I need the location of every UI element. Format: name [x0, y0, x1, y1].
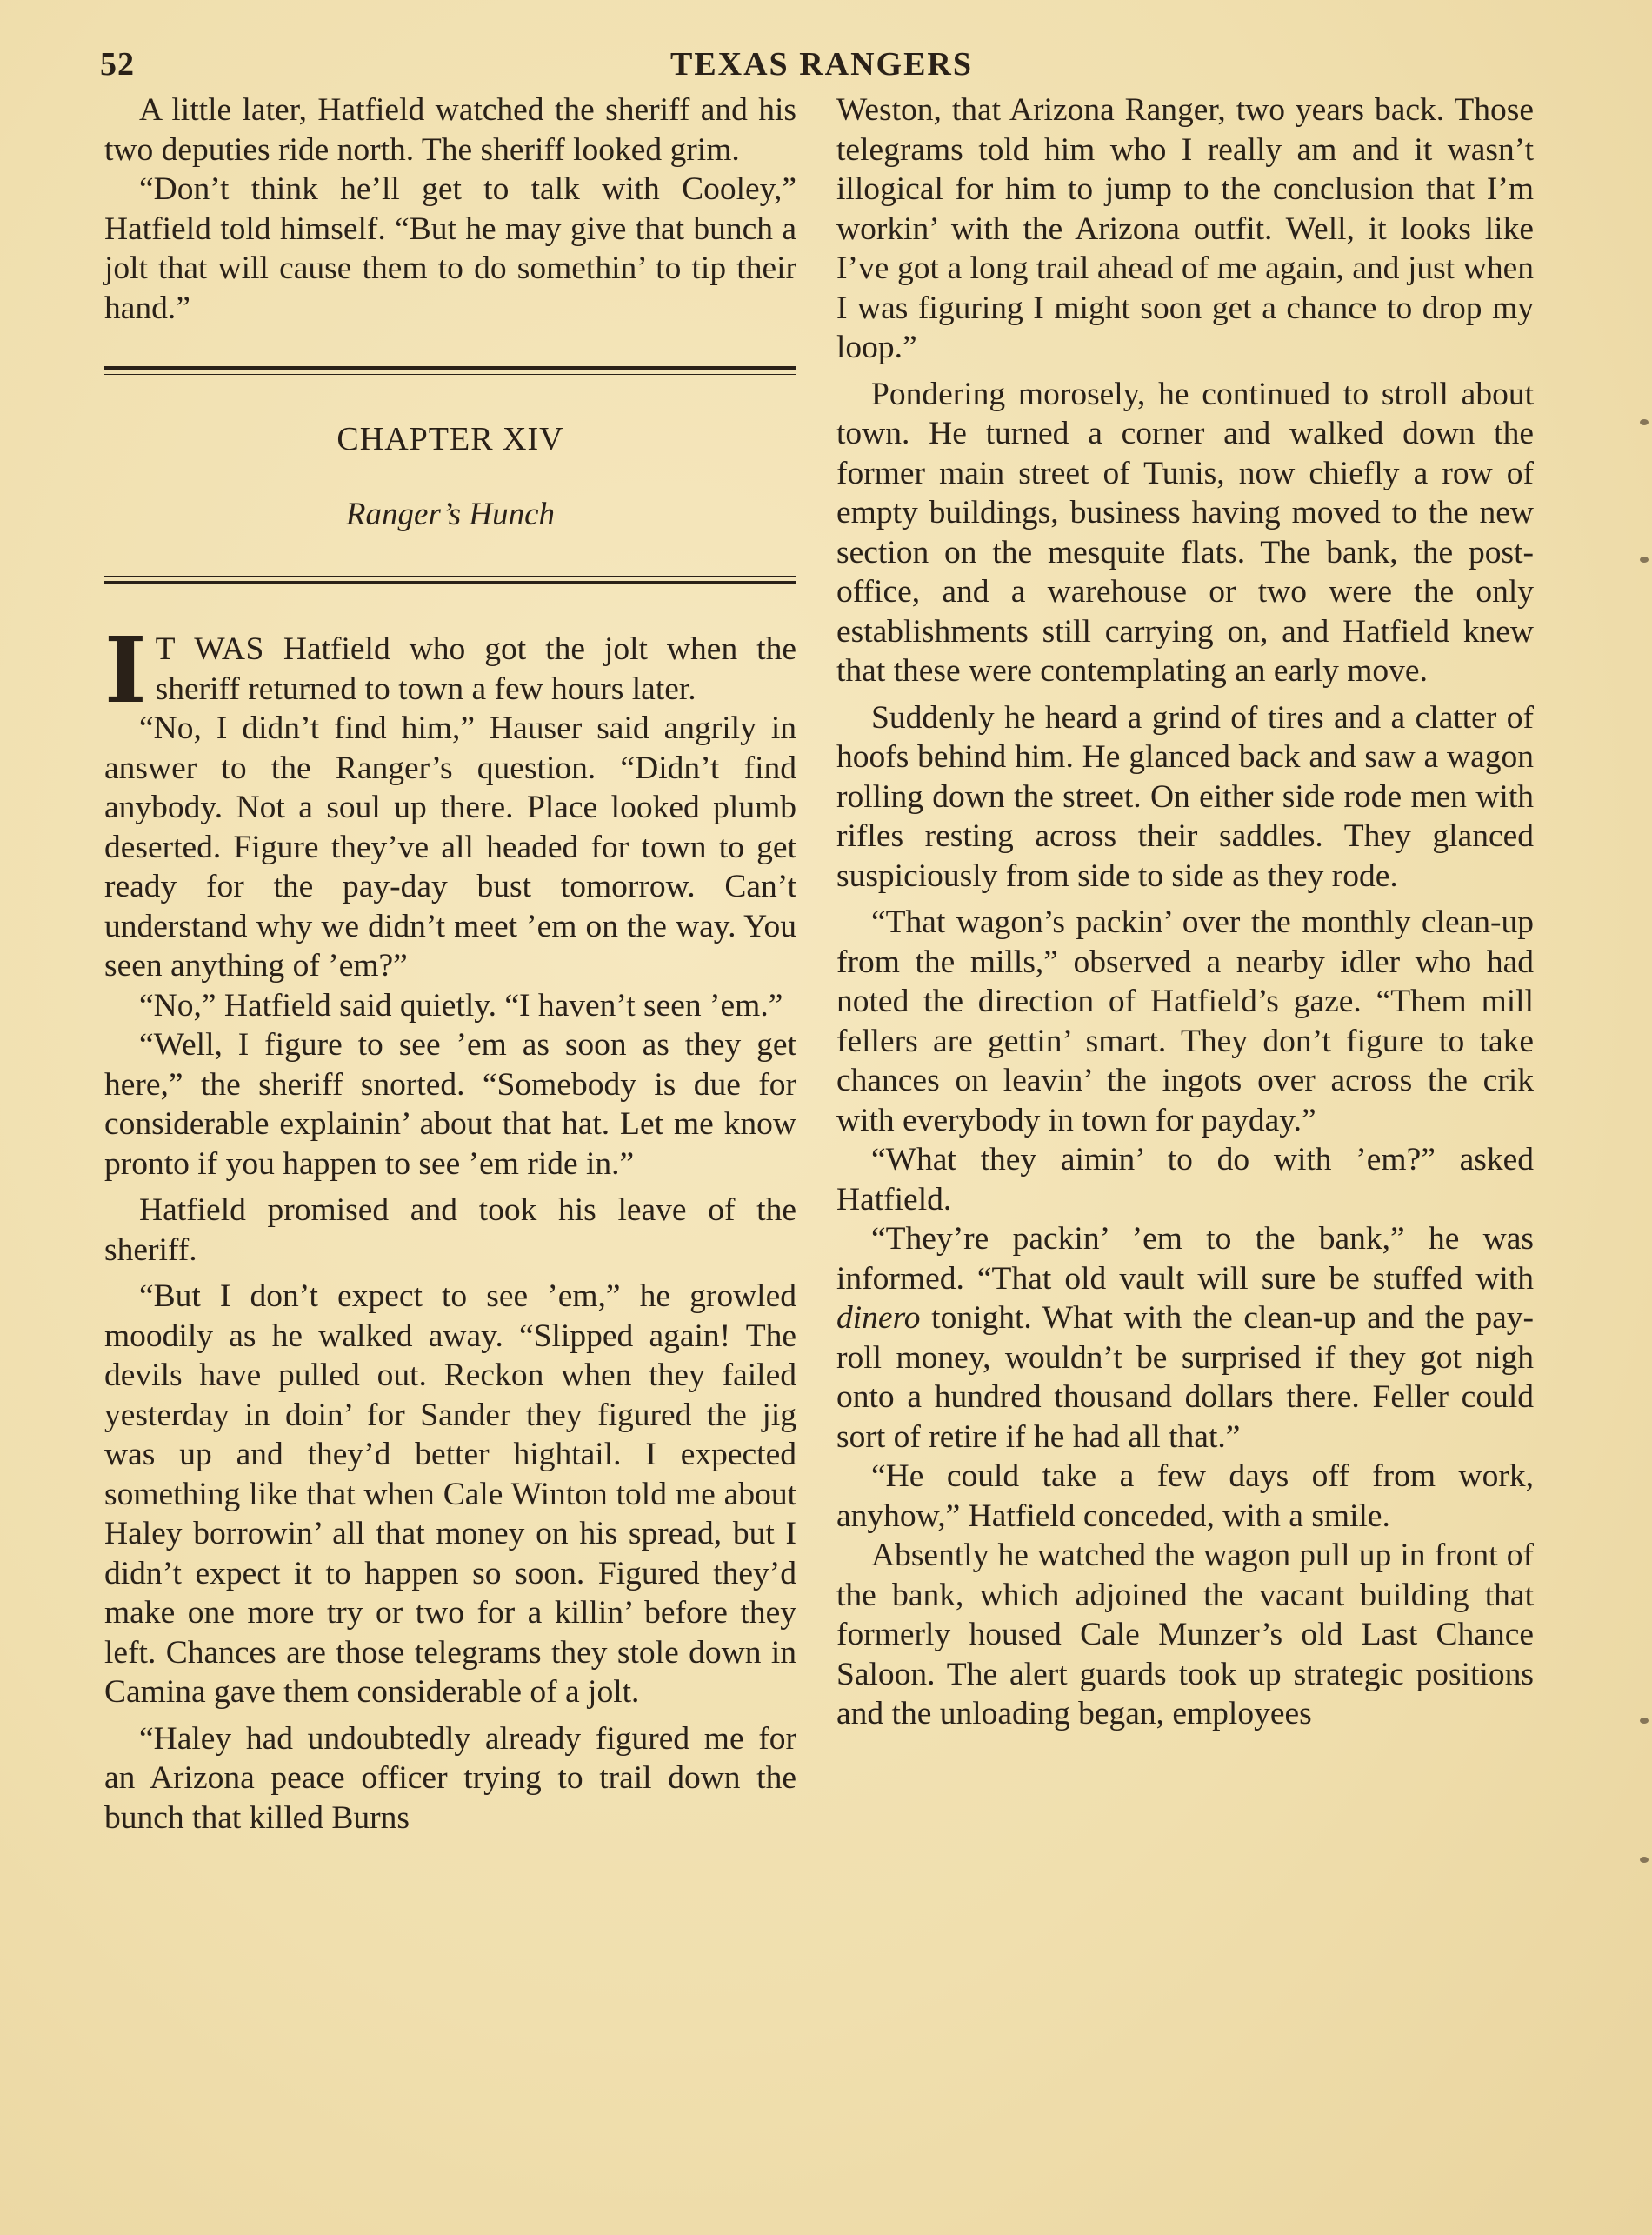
- paragraph: Pondering morosely, he continued to stroll about town. He turned a corner and walked down the former main street of Tunis, now chiefly a row of empty buildings, business having moved to the new section on the mesquite flats. The bank, the post-office, and a warehouse or two were the only establishments still carrying on, and Hatfield knew that these were contemplating an early move.: [836, 376, 1534, 689]
- opening-lead: T WAS: [155, 631, 264, 667]
- drop-cap: I: [104, 617, 147, 724]
- paragraph: “Well, I figure to see ’em as soon as they get here,” the sheriff snorted. “Somebody is due for considerable explainin’ about that hat. Let me know pronto if you happen to see ’em ride in.”: [104, 1027, 796, 1182]
- right-column: [836, 90, 1534, 1734]
- paragraph: “No, I didn’t find him,” Hauser said angrily in answer to the Ranger’s question. “Didn’t find anybody. Not a soul up there. Place looked plumb deserted. Figure they’ve all headed for town to get ready for the pay-day bust tomorrow. Can’t understand why we didn’t meet ’em on the way. You seen anything of ’em?”: [104, 711, 796, 984]
- bank-text-after: tonight. What with the clean-up and the pay-roll money, wouldn’t be surprised if they got nigh onto a hundred thousand dollars there. Feller could sort of retire if he had all that.”: [836, 1300, 1534, 1455]
- opening-paragraph: [104, 617, 796, 724]
- page-header: [100, 45, 1543, 89]
- paragraph: Hatfield promised and took his leave of the sheriff.: [104, 1192, 796, 1268]
- opening-text: Hatfield who got the jolt when the sheriff returned to town a few hours later.: [155, 631, 796, 707]
- bank-text-before: “They’re packin’ ’em to the bank,” he was informed. “That old vault will sure be stuffed with: [836, 1221, 1534, 1297]
- staple-hole-mark: [1640, 557, 1649, 563]
- paragraph: “Haley had undoubtedly already figured me for an Arizona peace officer trying to trail down the bunch that killed Burns: [104, 1720, 796, 1836]
- divider-bottom: [104, 576, 796, 584]
- chapter-subtitle: Ranger’s Hunch: [345, 496, 556, 532]
- paragraph: Absently he watched the wagon pull up in front of the bank, which adjoined the vacant building that formerly housed Cale Munzer’s old Last Chance Saloon. The alert guards took up strategic positions and the unloading began, employees: [836, 1538, 1534, 1731]
- paragraph: “Don’t think he’ll get to talk with Cooley,” Hatfield told himself. “But he may give that bunch a jolt that will cause them to do somethin’ to tip their hand.”: [104, 171, 796, 326]
- paragraph: “That wagon’s packin’ over the monthly clean-up from the mills,” observed a nearby idler who had noted the direction of Hatfield’s gaze. “Them mill fellers are gettin’ smart. They don’t figure to take chances on leavin’ the ingots over across the crik with everybody in town for payday.”: [836, 904, 1534, 1138]
- continuation-paragraph: Weston, that Arizona Ranger, two years back. Those telegrams told him who I really am and it wasn’t illogical for him to jump to the conclusion that I’m workin’ with the Arizona outfit. Well, it looks like I’ve got a long trail ahead of me again, and just when I was figuring I might soon get a chance to drop my loop.”: [836, 92, 1534, 365]
- running-title: TEXAS RANGERS: [669, 46, 974, 83]
- staple-hole-mark: [1640, 1857, 1649, 1863]
- chapter-title: CHAPTER XIV: [336, 421, 564, 457]
- paragraph: “He could take a few days off from work, anyhow,” Hatfield conceded, with a smile.: [836, 1458, 1534, 1534]
- divider-top: [104, 366, 796, 375]
- paragraph: “What they aimin’ to do with ’em?” asked Hatfield.: [836, 1142, 1534, 1218]
- paragraph: Suddenly he heard a grind of tires and a clatter of hoofs behind him. He glanced back and saw a wagon rolling down the street. On either side rode men with rifles resting across their saddles. They glanced suspiciously from side to side as they rode.: [836, 699, 1534, 894]
- staple-hole-mark: [1640, 419, 1649, 425]
- staple-hole-mark: [1640, 1718, 1649, 1724]
- paragraph: “But I don’t expect to see ’em,” he growled moodily as he walked away. “Slipped again! The devils have pulled out. Reckon when they failed yesterday in doin’ for Sander they figured the jig was up and they’d better hightail. I expected something like that when Cale Winton told me about Haley borrowin’ all that money on his spread, but I didn’t expect it to happen so soon. Figured they’d make one more try or two for a killin’ before they left. Chances are those telegrams they stole down in Camina gave them considerable of a jolt.: [104, 1278, 796, 1710]
- chapter-heading: [104, 366, 796, 584]
- paragraph: A little later, Hatfield watched the sheriff and his two deputies ride north. The sheriff looked grim.: [104, 92, 796, 168]
- italic-word: dinero: [836, 1300, 921, 1336]
- page-number: 52: [100, 46, 135, 83]
- paragraph: [836, 1219, 1534, 1457]
- paragraph: “No,” Hatfield said quietly. “I haven’t seen ’em.”: [139, 987, 783, 1024]
- left-column: [104, 90, 796, 1838]
